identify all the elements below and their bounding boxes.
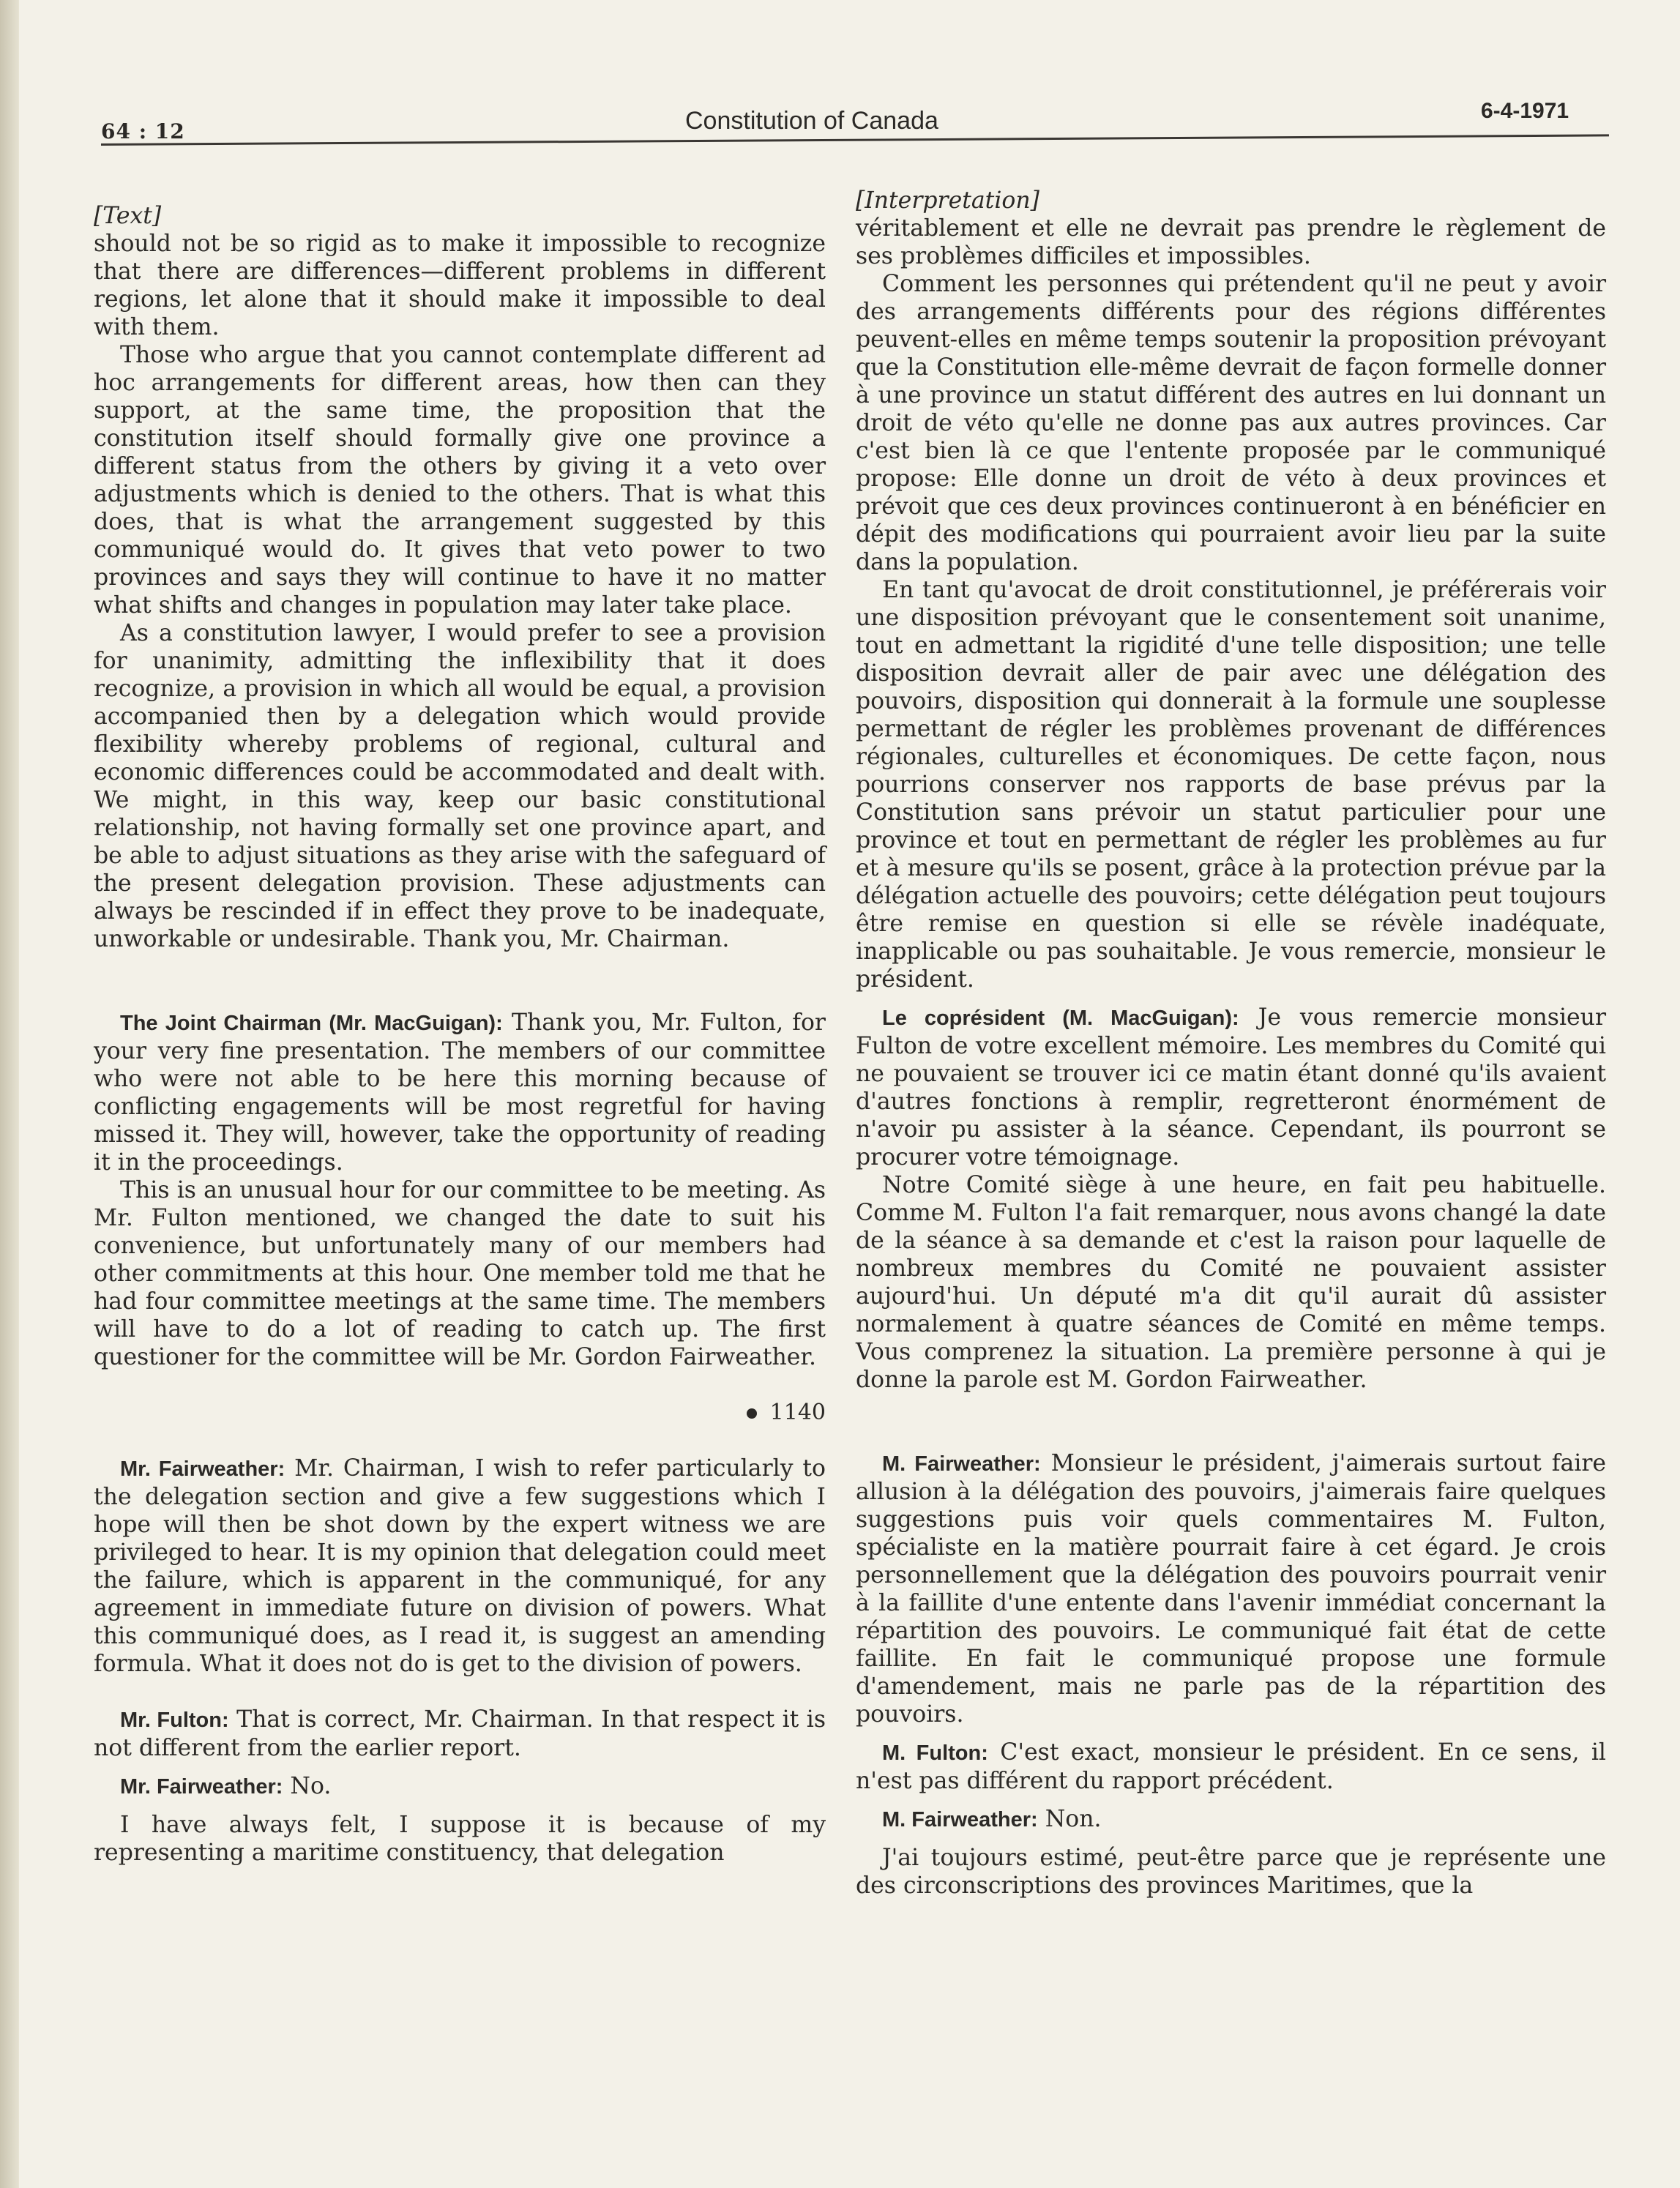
speaker-name: Mr. Fairweather: <box>120 1775 283 1799</box>
spacer <box>94 953 826 1009</box>
speech-text: That is correct, Mr. Chairman. In that respect it is not different from the earlier report. <box>94 1706 826 1761</box>
page-binding-edge <box>0 0 19 2188</box>
paragraph: J'ai toujours estimé, peut-être parce que je représente une des circonscriptions des provinces Maritimes, que la <box>856 1845 1606 1899</box>
page-title: Constitution of Canada <box>685 107 938 135</box>
paragraph: should not be so rigid as to make it impossible to recognize that there are differences—different problems in different regions, let alone that it should make it impossible to deal with them. <box>94 231 826 340</box>
speech-fairweather <box>856 1449 1606 1728</box>
bullet-dot-icon <box>747 1408 757 1419</box>
speech-chairman <box>94 1009 826 1176</box>
time-marker-text: 1140 <box>769 1400 826 1425</box>
page-date: 6-4-1971 <box>1481 99 1569 123</box>
speaker-name: Mr. Fairweather: <box>120 1457 285 1481</box>
speech-text: C'est exact, monsieur le président. En ce sens, il n'est pas différent du rapport précédent. <box>856 1739 1606 1794</box>
speaker-name: The Joint Chairman (Mr. MacGuigan): <box>120 1012 503 1035</box>
document-page <box>19 0 1680 2188</box>
paragraph: En tant qu'avocat de droit constitutionnel, je préférerais voir une disposition prévoyant que le consentement soit unanime, tout en admettant la rigidité d'une telle disposition; une telle disposition devrait aller de pair avec une délégation des pouvoirs, disposition qui donnerait à la formule une souplesse permettant de régler les problèmes provenant de différences régionales, culturelles et économiques. De cette façon, nous pourrions conserver nos rapports de base prévus par la Constitution sans prévoir un statut particulier pour une province et tout en permettant de régler les problèmes au fur et à mesure qu'ils se posent, grâce à la protection prévue par la délégation actuelle des pouvoirs; cette délégation peut toujours être remise en question si elle se révèle inadéquate, inapplicable ou pas souhaitable. Je vous remercie, monsieur le président. <box>856 577 1606 993</box>
speaker-name: M. Fairweather: <box>882 1808 1038 1832</box>
column-label-text: [Interpretation] <box>856 187 1039 214</box>
speaker-name: M. Fairweather: <box>882 1452 1041 1476</box>
paragraph: I have always felt, I suppose it is because of my representing a maritime constituency, that delegation <box>94 1812 826 1866</box>
english-column <box>94 202 826 1867</box>
speech-fairweather <box>94 1455 826 1678</box>
time-marker <box>94 1399 826 1427</box>
speech-text: Non. <box>1045 1806 1102 1832</box>
speech-chairman <box>856 1004 1606 1171</box>
paragraph: Comment les personnes qui prétendent qu'il ne peut y avoir des arrangements différents pour des régions différentes peuvent-elles en même temps soutenir la proposition prévoyant que la Constitution elle-même devrait de façon formelle donner à une province un statut différent des autres en lui donnant un droit de véto qu'elle ne donne pas aux autres provinces. Car c'est bien là ce que l'entente proposée par le communiqué propose: Elle donne un droit de véto à deux provinces et prévoit que ces deux provinces continueront à en bénéficier en dépit des modifications qui pourraient avoir lieu par la suite dans la population. <box>856 271 1606 575</box>
speech-text: Je vous remercie monsieur Fulton de votre excellent mémoire. Les membres du Comité qui ne pouvaient se trouver ici ce matin étant donné qu'ils avaient d'autres fonctions à remplir, regretteront énormément de n'avoir pu assister à la séance. Cependant, ils pourront se procurer votre témoignage. <box>856 1004 1607 1170</box>
speech-fulton <box>94 1706 826 1762</box>
paragraph: As a constitution lawyer, I would prefer to see a provision for unanimity, admitting the inflexibility that it does recognize, a provision in which all would be equal, a provision accompanied then by a delegation which would provide flexibility whereby problems of regional, cultural and economic differences could be accommodated and dealt with. We might, in this way, keep our basic constitutional relationship, not having formally set one province apart, and be able to adjust situations as they arise with the safeguard of the present delegation provision. These adjustments can always be rescinded if in effect they prove to be inadequate, unworkable or undesirable. Thank you, Mr. Chairman. <box>94 620 826 952</box>
speech-text: No. <box>290 1773 332 1799</box>
spacer <box>94 1678 826 1706</box>
header-rule <box>101 134 1609 146</box>
spacer <box>94 1427 826 1455</box>
speaker-name: M. Fulton: <box>882 1741 988 1765</box>
paragraph: Those who argue that you cannot contemplate different ad hoc arrangements for different areas, how then can they support, at the same time, the proposition that the constitution itself should formally give one province a different status from the others by giving it a veto over adjustments which is denied to the others. That is what this does, that is what the arrangement suggested by this communiqué would do. It gives that veto power to two provinces and says they will continue to have it no matter what shifts and changes in population may later take place. <box>94 342 826 619</box>
speech-text: Monsieur le président, j'aimerais surtout faire allusion à la délégation des pouvoirs, j'aimerais faire quelques suggestions puis voir quels commentaires M. Fulton, spécialiste en la matière pourrait faire à cet égard. Je crois personnellement que la délégation des pouvoirs pourrait venir à la faillite d'une entente dans l'avenir immédiat concernant la répartition des pouvoirs. Le communiqué fait état de cette faillite. En fait le communiqué propose une formule d'amendement, mais ne parle pas de la répartition des pouvoirs. <box>856 1450 1607 1728</box>
french-column <box>856 187 1606 1900</box>
speech-text: Mr. Chairman, I wish to refer particularly to the delegation section and give a few suggestions which I hope will then be shot down by the expert witness we are privileged to hear. It is my opinion that delegation could meet the failure, which is apparent in the communiqué, for any agreement in immediate future on division of powers. What this communiqué does, as I read it, is suggest an amending formula. What it does not do is get to the division of powers. <box>94 1455 826 1677</box>
paragraph: Notre Comité siège à une heure, en fait peu habituelle. Comme M. Fulton l'a fait remarquer, nous avons changé la date de la séance à sa demande et c'est la raison pour laquelle de nombreux membres du Comité ne pouvaient assister aujourd'hui. Un député m'a dit qu'il aurait dû assister normalement à quatre séances de Comité en même temps. Vous comprenez la situation. La première personne à qui je donne la parole est M. Gordon Fairweather. <box>856 1172 1606 1393</box>
speech-text: Thank you, Mr. Fulton, for your very fine presentation. The members of our committee who were not able to be here this morning because of conflicting engagements will be most regretful for having missed it. They will, however, take the opportunity of reading it in the proceedings. <box>94 1009 826 1176</box>
speech-fairweather-2 <box>856 1805 1606 1834</box>
page-number: 64 : 12 <box>101 119 185 143</box>
speech-fairweather-2 <box>94 1772 826 1801</box>
speaker-name: Mr. Fulton: <box>120 1709 229 1732</box>
speech-fulton <box>856 1739 1606 1795</box>
column-label-text: [Text] <box>94 203 162 229</box>
page-header <box>19 0 1680 154</box>
paragraph: This is an unusual hour for our committee to be meeting. As Mr. Fulton mentioned, we changed the date to suit his convenience, but unfortunately many of our members had other commitments at this hour. One member told me that he had four committee meetings at the same time. The members will have to do a lot of reading to catch up. The first questioner for the committee will be Mr. Gordon Fairweather. <box>94 1177 826 1370</box>
paragraph: véritablement et elle ne devrait pas prendre le règlement de ses problèmes difficiles et impossibles. <box>856 215 1606 269</box>
spacer <box>856 1394 1606 1449</box>
spacer <box>94 1371 826 1399</box>
speaker-name: Le coprésident (M. MacGuigan): <box>882 1007 1239 1030</box>
